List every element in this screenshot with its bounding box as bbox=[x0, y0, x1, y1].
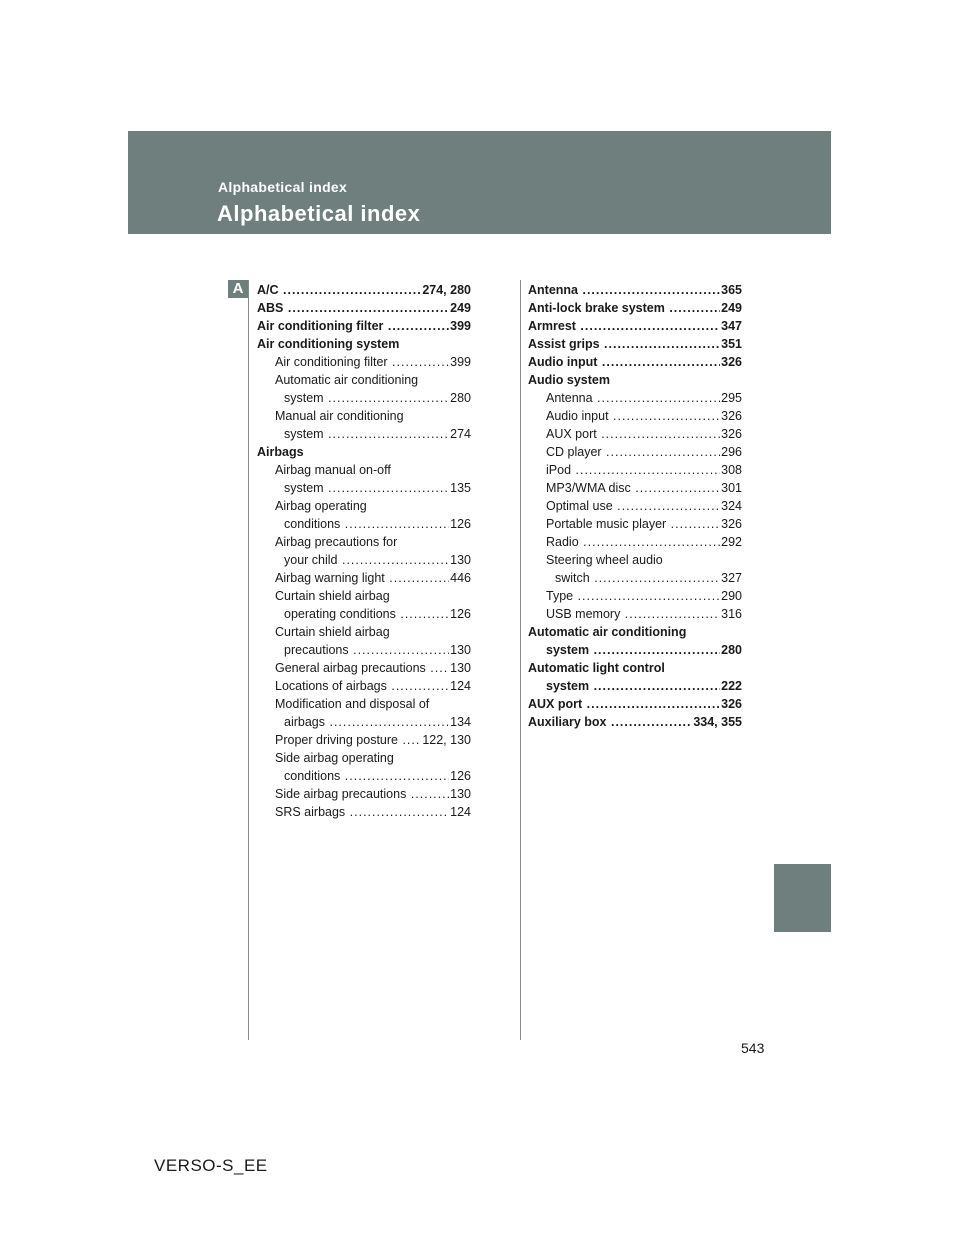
index-entry bbox=[275, 623, 471, 641]
index-entry-page: 292 bbox=[721, 535, 742, 549]
index-column-left bbox=[257, 281, 471, 821]
index-entry-term: Locations of airbags ..... bbox=[275, 677, 471, 695]
index-entry-page: 274 bbox=[450, 427, 471, 441]
index-entry-page: 130 bbox=[450, 661, 471, 675]
column-divider-right bbox=[520, 280, 521, 1040]
index-entry bbox=[275, 497, 471, 515]
index-entry bbox=[546, 515, 742, 533]
index-entry-term: AUX port ..... bbox=[528, 695, 742, 713]
index-entry bbox=[275, 677, 471, 695]
index-entry-term: system ..... bbox=[284, 425, 471, 443]
index-entry bbox=[546, 407, 742, 425]
index-entry-page: 134 bbox=[450, 715, 471, 729]
index-entry bbox=[284, 389, 471, 407]
index-entry-term: your child ..... bbox=[284, 551, 471, 569]
index-entry-term: Automatic air conditioning bbox=[528, 625, 687, 639]
index-entry bbox=[546, 605, 742, 623]
index-entry-term: Antenna ..... bbox=[528, 281, 742, 299]
index-entry bbox=[257, 317, 471, 335]
index-entry-term: precautions ..... bbox=[284, 641, 471, 659]
index-entry-term: Armrest ..... bbox=[528, 317, 742, 335]
index-entry bbox=[257, 299, 471, 317]
index-entry-page: 280 bbox=[721, 643, 742, 657]
chapter-label: Alphabetical index bbox=[218, 179, 348, 195]
index-entry bbox=[546, 587, 742, 605]
index-entry bbox=[257, 443, 471, 461]
index-entry bbox=[284, 605, 471, 623]
index-entry-term: Assist grips ..... bbox=[528, 335, 742, 353]
index-entry-term: ABS ..... bbox=[257, 299, 471, 317]
index-entry-page: 126 bbox=[450, 769, 471, 783]
index-entry-page: 446 bbox=[450, 571, 471, 585]
index-entry-page: 130 bbox=[450, 787, 471, 801]
index-entry-page: 122, 130 bbox=[422, 733, 471, 747]
index-entry-term: Antenna ..... bbox=[546, 389, 742, 407]
index-entry-term: system ..... bbox=[546, 677, 742, 695]
index-entry-page: 399 bbox=[450, 319, 471, 333]
index-entry-term: Audio input ..... bbox=[546, 407, 742, 425]
index-entry bbox=[546, 551, 742, 569]
index-entry-term: Anti-lock brake system ..... bbox=[528, 299, 742, 317]
index-entry-page: 326 bbox=[721, 517, 742, 531]
index-entry bbox=[546, 533, 742, 551]
index-entry bbox=[284, 641, 471, 659]
index-entry-term: system ..... bbox=[284, 389, 471, 407]
index-entry-page: 351 bbox=[721, 337, 742, 351]
index-entry-term: airbags ..... bbox=[284, 713, 471, 731]
index-entry-term: USB memory ..... bbox=[546, 605, 742, 623]
index-entry-term: A/C ..... bbox=[257, 281, 471, 299]
index-entry-term: MP3/WMA disc ..... bbox=[546, 479, 742, 497]
index-entry-term: Modification and disposal of bbox=[275, 697, 430, 711]
index-entry bbox=[528, 353, 742, 371]
page-title: Alphabetical index bbox=[217, 201, 421, 226]
index-entry bbox=[546, 677, 742, 695]
index-entry-term: Airbag warning light ..... bbox=[275, 569, 471, 587]
index-entry bbox=[528, 281, 742, 299]
index-entry bbox=[275, 461, 471, 479]
index-entry-page: 324 bbox=[721, 499, 742, 513]
index-entry-page: 249 bbox=[721, 301, 742, 315]
index-entry-term: switch ..... bbox=[555, 569, 742, 587]
index-entry-term: conditions ..... bbox=[284, 767, 471, 785]
index-entry bbox=[546, 497, 742, 515]
index-entry-page: 135 bbox=[450, 481, 471, 495]
index-entry-term: Radio ..... bbox=[546, 533, 742, 551]
index-entry bbox=[528, 317, 742, 335]
index-entry-page: 326 bbox=[721, 427, 742, 441]
index-entry-term: Airbag manual on-off bbox=[275, 463, 391, 477]
index-entry bbox=[546, 461, 742, 479]
index-entry bbox=[284, 713, 471, 731]
index-entry-term: Curtain shield airbag bbox=[275, 589, 390, 603]
index-entry-term: Side airbag operating bbox=[275, 751, 394, 765]
index-entry bbox=[284, 515, 471, 533]
column-divider-left bbox=[248, 280, 249, 1040]
index-entry-term: system ..... bbox=[284, 479, 471, 497]
index-entry bbox=[275, 587, 471, 605]
index-entry-page: 347 bbox=[721, 319, 742, 333]
index-entry bbox=[275, 803, 471, 821]
index-entry-term: Side airbag precautions ..... bbox=[275, 785, 471, 803]
index-entry-term: Airbag operating bbox=[275, 499, 367, 513]
index-entry-term: Steering wheel audio bbox=[546, 553, 663, 567]
index-entry bbox=[275, 533, 471, 551]
index-entry-page: 334, 355 bbox=[693, 715, 742, 729]
index-entry-page: 126 bbox=[450, 607, 471, 621]
index-entry bbox=[284, 767, 471, 785]
index-entry-term: Air conditioning system bbox=[257, 337, 400, 351]
index-entry-page: 296 bbox=[721, 445, 742, 459]
index-entry-page: 295 bbox=[721, 391, 742, 405]
index-entry bbox=[528, 335, 742, 353]
index-entry-term: Optimal use ..... bbox=[546, 497, 742, 515]
index-entry-page: 399 bbox=[450, 355, 471, 369]
index-entry-page: 124 bbox=[450, 805, 471, 819]
index-entry bbox=[528, 659, 742, 677]
index-entry-term: iPod ..... bbox=[546, 461, 742, 479]
index-entry bbox=[528, 299, 742, 317]
index-entry-page: 301 bbox=[721, 481, 742, 495]
index-entry bbox=[275, 749, 471, 767]
index-entry-term: Air conditioning filter ..... bbox=[257, 317, 471, 335]
index-entry-term: Curtain shield airbag bbox=[275, 625, 390, 639]
index-entry-page: 130 bbox=[450, 643, 471, 657]
index-entry-term: Proper driving posture ..... bbox=[275, 731, 471, 749]
index-entry bbox=[275, 569, 471, 587]
index-entry-term: system ..... bbox=[546, 641, 742, 659]
index-entry-page: 365 bbox=[721, 283, 742, 297]
index-entry bbox=[275, 407, 471, 425]
index-entry bbox=[528, 371, 742, 389]
index-entry-term: Type ..... bbox=[546, 587, 742, 605]
index-entry-page: 130 bbox=[450, 553, 471, 567]
index-entry bbox=[546, 443, 742, 461]
index-entry bbox=[275, 371, 471, 389]
index-entry-page: 326 bbox=[721, 697, 742, 711]
index-entry-term: Air conditioning filter ..... bbox=[275, 353, 471, 371]
index-entry-page: 249 bbox=[450, 301, 471, 315]
index-entry-term: CD player ..... bbox=[546, 443, 742, 461]
index-entry-page: 327 bbox=[721, 571, 742, 585]
index-entry-term: conditions ..... bbox=[284, 515, 471, 533]
index-entry-term: Airbags bbox=[257, 445, 304, 459]
index-entry-page: 280 bbox=[450, 391, 471, 405]
index-entry-term: Audio input ..... bbox=[528, 353, 742, 371]
index-entry-term: Automatic air conditioning bbox=[275, 373, 419, 387]
index-entry bbox=[257, 281, 471, 299]
index-entry-page: 222 bbox=[721, 679, 742, 693]
index-entry-page: 124 bbox=[450, 679, 471, 693]
index-entry-term: operating conditions ..... bbox=[284, 605, 471, 623]
index-entry bbox=[275, 785, 471, 803]
index-column-right bbox=[528, 281, 742, 731]
index-entry-term: Manual air conditioning bbox=[275, 409, 404, 423]
index-entry-term: Portable music player ..... bbox=[546, 515, 742, 533]
index-entry-term: Auxiliary box ..... bbox=[528, 713, 742, 731]
index-entry-page: 316 bbox=[721, 607, 742, 621]
index-entry bbox=[284, 425, 471, 443]
section-letter-tab: A bbox=[228, 280, 248, 298]
index-entry bbox=[555, 569, 742, 587]
index-entry-term: Automatic light control bbox=[528, 661, 665, 675]
index-entry bbox=[275, 353, 471, 371]
chapter-header bbox=[128, 131, 831, 234]
index-entry bbox=[546, 479, 742, 497]
index-entry bbox=[546, 641, 742, 659]
index-entry bbox=[284, 551, 471, 569]
index-entry bbox=[275, 659, 471, 677]
index-entry bbox=[257, 335, 471, 353]
index-entry-term: Audio system bbox=[528, 373, 610, 387]
index-entry-term: General airbag precautions ..... bbox=[275, 659, 471, 677]
index-entry bbox=[546, 425, 742, 443]
index-entry bbox=[284, 479, 471, 497]
index-entry-page: 126 bbox=[450, 517, 471, 531]
index-entry-page: 290 bbox=[721, 589, 742, 603]
index-entry bbox=[275, 731, 471, 749]
index-entry-page: 326 bbox=[721, 355, 742, 369]
index-entry-term: SRS airbags ..... bbox=[275, 803, 471, 821]
index-entry bbox=[546, 389, 742, 407]
page-number: 543 bbox=[741, 1040, 765, 1056]
index-entry-page: 274, 280 bbox=[422, 283, 471, 297]
index-entry bbox=[528, 695, 742, 713]
index-entry-page: 308 bbox=[721, 463, 742, 477]
index-entry-term: AUX port ..... bbox=[546, 425, 742, 443]
chapter-side-tab bbox=[774, 864, 831, 932]
index-entry bbox=[528, 623, 742, 641]
index-entry-page: 326 bbox=[721, 409, 742, 423]
footer-model-code: VERSO-S_EE bbox=[154, 1156, 268, 1175]
index-entry bbox=[528, 713, 742, 731]
index-entry-term: Airbag precautions for bbox=[275, 535, 398, 549]
index-entry bbox=[275, 695, 471, 713]
